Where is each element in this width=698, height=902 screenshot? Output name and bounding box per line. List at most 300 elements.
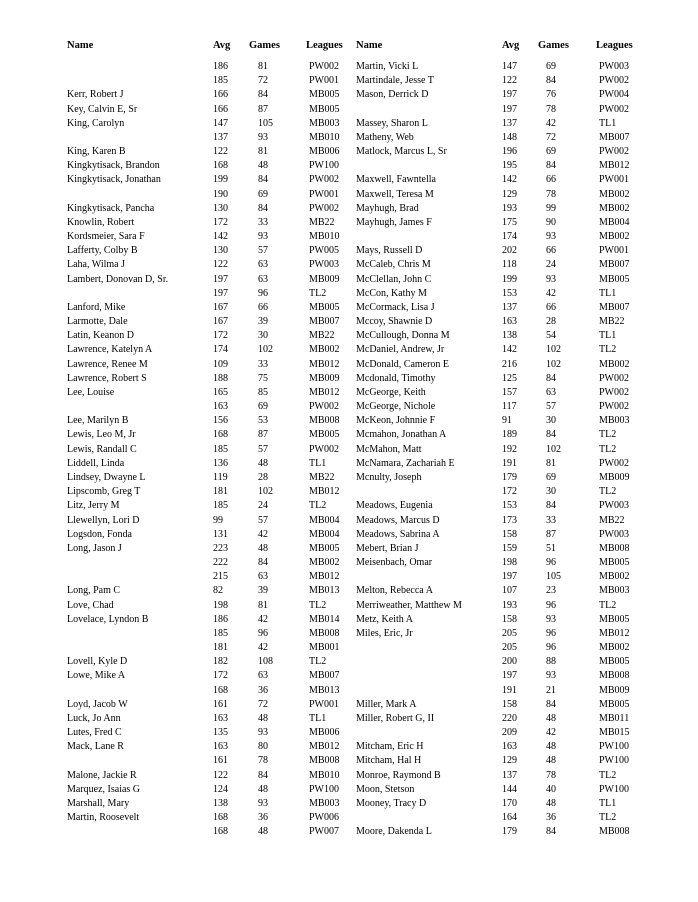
- name-cell-left: Kingkytisack, Brandon: [67, 160, 160, 172]
- league-cell-right: PW004: [599, 89, 629, 101]
- name-cell-left: Lipscomb, Greg T: [67, 486, 141, 498]
- league-cell-right: MB005: [599, 273, 630, 285]
- name-cell-left: Lanford, Mike: [67, 301, 126, 313]
- avg-cell-right: 125: [502, 372, 517, 384]
- avg-cell-left: 136: [213, 457, 228, 469]
- header-games-left: Games: [249, 40, 280, 51]
- avg-cell-right: 197: [502, 89, 517, 101]
- avg-cell-right: 196: [502, 146, 517, 158]
- avg-cell-left: 185: [213, 627, 228, 639]
- league-cell-left: PW002: [309, 174, 339, 186]
- league-cell-right: PW001: [599, 245, 629, 257]
- games-cell-right: 76: [546, 89, 556, 101]
- table-row: [0, 372, 698, 386]
- league-cell-right: MB005: [599, 656, 630, 668]
- league-cell-right: MB012: [599, 627, 630, 639]
- avg-cell-right: 193: [502, 599, 517, 611]
- games-cell-right: 23: [546, 585, 556, 597]
- games-cell-left: 96: [258, 287, 268, 299]
- name-cell-left: Luck, Jo Ann: [67, 712, 121, 724]
- avg-cell-right: 200: [502, 656, 517, 668]
- name-cell-right: Massey, Sharon L: [356, 117, 428, 129]
- avg-cell-right: 189: [502, 429, 517, 441]
- league-cell-left: MB005: [309, 542, 340, 554]
- name-cell-left: Love, Chad: [67, 599, 114, 611]
- name-cell-right: Metz, Keith A: [356, 613, 413, 625]
- league-cell-right: MB002: [599, 231, 630, 243]
- league-cell-right: PW002: [599, 401, 629, 413]
- table-row: [0, 740, 698, 754]
- avg-cell-left: 168: [213, 160, 228, 172]
- league-cell-left: MB007: [309, 670, 340, 682]
- games-cell-left: 36: [258, 684, 268, 696]
- name-cell-right: Matlock, Marcus L, Sr: [356, 146, 447, 158]
- table-row: [0, 216, 698, 230]
- league-cell-left: TL2: [309, 656, 327, 668]
- name-cell-right: Miller, Robert G, II: [356, 712, 435, 724]
- avg-cell-left: 223: [213, 542, 228, 554]
- name-cell-right: Mayhugh, Brad: [356, 202, 419, 214]
- avg-cell-right: 117: [502, 401, 517, 413]
- table-row: [0, 159, 698, 173]
- avg-cell-left: 172: [213, 216, 228, 228]
- name-cell-left: Mack, Lane R: [67, 741, 124, 753]
- games-cell-right: 93: [546, 273, 556, 285]
- games-cell-right: 28: [546, 316, 556, 328]
- league-cell-right: PW002: [599, 75, 629, 87]
- name-cell-right: Mebert, Brian J: [356, 542, 419, 554]
- games-cell-left: 87: [258, 429, 268, 441]
- games-cell-left: 42: [258, 613, 268, 625]
- games-cell-right: 36: [546, 812, 556, 824]
- name-cell-right: McCullough, Donna M: [356, 330, 450, 342]
- name-cell-left: Liddell, Linda: [67, 457, 125, 469]
- league-cell-right: TL1: [599, 330, 617, 342]
- name-cell-right: Mooney, Tracy D: [356, 797, 427, 809]
- avg-cell-left: 168: [213, 812, 228, 824]
- avg-cell-right: 198: [502, 557, 517, 569]
- avg-cell-right: 147: [502, 61, 517, 72]
- league-cell-right: PW002: [599, 386, 629, 398]
- avg-cell-left: 131: [213, 528, 228, 540]
- games-cell-right: 69: [546, 471, 556, 483]
- table-row: [0, 485, 698, 499]
- avg-cell-right: 209: [502, 727, 517, 739]
- header-games-right: Games: [538, 40, 569, 51]
- league-cell-left: MB006: [309, 146, 340, 158]
- league-cell-right: MB003: [599, 415, 630, 427]
- avg-cell-left: 166: [213, 89, 228, 101]
- avg-cell-right: 192: [502, 443, 517, 455]
- avg-cell-left: 198: [213, 599, 228, 611]
- name-cell-left: Larmotte, Dale: [67, 316, 128, 328]
- table-row: [0, 88, 698, 102]
- avg-cell-left: 172: [213, 330, 228, 342]
- games-cell-right: 105: [546, 571, 561, 583]
- avg-cell-left: 167: [213, 301, 228, 313]
- league-cell-right: TL2: [599, 486, 617, 498]
- league-cell-left: PW100: [309, 783, 339, 795]
- games-cell-right: 96: [546, 557, 556, 569]
- games-cell-right: 90: [546, 216, 556, 228]
- games-cell-left: 48: [258, 542, 268, 554]
- games-cell-right: 69: [546, 146, 556, 158]
- name-cell-left: Laha, Wilma J: [67, 259, 126, 271]
- league-cell-left: MB005: [309, 89, 340, 101]
- table-row: [0, 301, 698, 315]
- games-cell-right: 69: [546, 61, 556, 72]
- league-cell-left: MB007: [309, 316, 340, 328]
- games-cell-right: 84: [546, 372, 556, 384]
- table-row: [0, 613, 698, 627]
- games-cell-right: 42: [546, 287, 556, 299]
- avg-cell-right: 137: [502, 301, 517, 313]
- games-cell-left: 69: [258, 401, 268, 413]
- name-cell-left: Latin, Keanon D: [67, 330, 134, 342]
- games-cell-left: 72: [258, 75, 268, 87]
- games-cell-left: 84: [258, 769, 268, 781]
- games-cell-left: 93: [258, 131, 268, 143]
- avg-cell-left: 163: [213, 401, 228, 413]
- league-cell-left: MB003: [309, 797, 340, 809]
- avg-cell-left: 168: [213, 684, 228, 696]
- games-cell-left: 84: [258, 202, 268, 214]
- header-leagues-left: Leagues: [306, 40, 343, 51]
- avg-cell-right: 170: [502, 797, 517, 809]
- league-cell-left: MB013: [309, 684, 340, 696]
- avg-cell-right: 197: [502, 571, 517, 583]
- games-cell-right: 84: [546, 75, 556, 87]
- avg-cell-left: 142: [213, 231, 228, 243]
- avg-cell-right: 179: [502, 826, 517, 838]
- table-row: [0, 584, 698, 598]
- table-row: [0, 188, 698, 202]
- name-cell-right: Moore, Dakenda L: [356, 826, 432, 838]
- games-cell-left: 72: [258, 698, 268, 710]
- league-cell-left: MB22: [309, 471, 335, 483]
- avg-cell-left: 168: [213, 826, 228, 838]
- games-cell-left: 39: [258, 316, 268, 328]
- league-cell-right: PW003: [599, 528, 629, 540]
- name-cell-left: Lovelace, Lyndon B: [67, 613, 149, 625]
- name-cell-left: Lambert, Donovan D, Sr.: [67, 273, 169, 285]
- league-cell-left: MB005: [309, 429, 340, 441]
- league-cell-left: PW001: [309, 698, 339, 710]
- name-cell-right: Maxwell, Teresa M: [356, 188, 434, 200]
- table-row: [0, 570, 698, 584]
- games-cell-left: 57: [258, 443, 268, 455]
- name-cell-right: Maxwell, Fawntella: [356, 174, 436, 186]
- table-row: [0, 145, 698, 159]
- avg-cell-right: 191: [502, 684, 517, 696]
- avg-cell-left: 181: [213, 642, 228, 654]
- league-cell-left: PW003: [309, 259, 339, 271]
- league-cell-right: TL2: [599, 769, 617, 781]
- name-cell-right: Monroe, Raymond B: [356, 769, 441, 781]
- games-cell-right: 48: [546, 755, 556, 767]
- league-cell-left: MB003: [309, 117, 340, 129]
- games-cell-right: 87: [546, 528, 556, 540]
- league-cell-right: MB004: [599, 216, 630, 228]
- league-cell-left: MB009: [309, 273, 340, 285]
- name-cell-left: Kordsmeier, Sara F: [67, 231, 145, 243]
- games-cell-right: 78: [546, 188, 556, 200]
- name-cell-right: McCormack, Lisa J: [356, 301, 435, 313]
- name-cell-left: Knowlin, Robert: [67, 216, 135, 228]
- avg-cell-left: 185: [213, 443, 228, 455]
- league-cell-right: PW003: [599, 61, 629, 72]
- league-cell-right: MB002: [599, 571, 630, 583]
- league-cell-left: MB014: [309, 613, 340, 625]
- avg-cell-right: 159: [502, 542, 517, 554]
- league-cell-right: MB003: [599, 585, 630, 597]
- games-cell-right: 93: [546, 670, 556, 682]
- games-cell-right: 21: [546, 684, 556, 696]
- name-cell-right: Mcmahon, Jonathan A: [356, 429, 447, 441]
- avg-cell-left: 182: [213, 656, 228, 668]
- games-cell-right: 78: [546, 103, 556, 115]
- games-cell-right: 78: [546, 769, 556, 781]
- league-cell-right: PW003: [599, 500, 629, 512]
- avg-cell-left: 161: [213, 755, 228, 767]
- avg-cell-right: 142: [502, 344, 517, 356]
- name-cell-right: Melton, Rebecca A: [356, 585, 433, 597]
- games-cell-right: 24: [546, 259, 556, 271]
- table-row: [0, 698, 698, 712]
- avg-cell-right: 202: [502, 245, 517, 257]
- league-cell-left: PW007: [309, 826, 339, 838]
- league-cell-right: MB007: [599, 259, 630, 271]
- league-cell-right: TL2: [599, 344, 617, 356]
- table-row: [0, 131, 698, 145]
- table-row: [0, 173, 698, 187]
- league-cell-left: PW002: [309, 401, 339, 413]
- league-cell-right: MB008: [599, 826, 630, 838]
- league-cell-right: TL2: [599, 599, 617, 611]
- games-cell-right: 84: [546, 826, 556, 838]
- games-cell-left: 108: [258, 656, 273, 668]
- name-cell-right: Meadows, Sabrina A: [356, 528, 440, 540]
- league-cell-right: MB008: [599, 542, 630, 554]
- league-cell-right: TL1: [599, 117, 617, 129]
- table-row: [0, 641, 698, 655]
- league-cell-right: MB22: [599, 514, 625, 526]
- avg-cell-left: 124: [213, 783, 228, 795]
- avg-cell-right: 122: [502, 75, 517, 87]
- header-name-right: Name: [356, 40, 383, 51]
- league-cell-right: PW100: [599, 783, 629, 795]
- league-cell-right: MB009: [599, 471, 630, 483]
- name-cell-left: Malone, Jackie R: [67, 769, 137, 781]
- name-cell-left: Lewis, Randall C: [67, 443, 137, 455]
- games-cell-right: 66: [546, 301, 556, 313]
- avg-cell-right: 118: [502, 259, 517, 271]
- avg-cell-left: 109: [213, 358, 228, 370]
- avg-cell-right: 199: [502, 273, 517, 285]
- league-cell-left: PW001: [309, 75, 339, 87]
- name-cell-left: Kingkytisack, Pancha: [67, 202, 155, 214]
- league-cell-left: TL1: [309, 457, 327, 469]
- avg-cell-right: 205: [502, 627, 517, 639]
- table-row: [0, 103, 698, 117]
- league-cell-left: MB012: [309, 486, 340, 498]
- games-cell-left: 93: [258, 797, 268, 809]
- league-cell-right: MB002: [599, 358, 630, 370]
- table-row: [0, 443, 698, 457]
- table-row: [0, 627, 698, 641]
- games-cell-right: 57: [546, 401, 556, 413]
- league-cell-left: MB013: [309, 585, 340, 597]
- header-leagues-right: Leagues: [596, 40, 633, 51]
- league-cell-left: MB012: [309, 358, 340, 370]
- avg-cell-right: 138: [502, 330, 517, 342]
- name-cell-right: Miles, Eric, Jr: [356, 627, 413, 639]
- league-cell-right: MB012: [599, 160, 630, 172]
- league-cell-left: MB002: [309, 344, 340, 356]
- name-cell-left: Litz, Jerry M: [67, 500, 120, 512]
- table-row: [0, 117, 698, 131]
- games-cell-right: 33: [546, 514, 556, 526]
- avg-cell-right: 157: [502, 386, 517, 398]
- avg-cell-left: 82: [213, 585, 223, 597]
- league-cell-left: MB009: [309, 372, 340, 384]
- games-cell-right: 42: [546, 117, 556, 129]
- avg-cell-right: 153: [502, 500, 517, 512]
- table-row: [0, 684, 698, 698]
- avg-cell-right: 148: [502, 131, 517, 143]
- name-cell-left: Lewis, Leo M, Jr: [67, 429, 136, 441]
- league-cell-left: MB005: [309, 103, 340, 115]
- league-cell-left: PW006: [309, 812, 339, 824]
- avg-cell-left: 163: [213, 741, 228, 753]
- avg-cell-right: 175: [502, 216, 517, 228]
- league-cell-left: MB004: [309, 528, 340, 540]
- games-cell-right: 84: [546, 160, 556, 172]
- name-cell-left: Lindsey, Dwayne L: [67, 471, 146, 483]
- table-row: [0, 273, 698, 287]
- avg-cell-left: 156: [213, 415, 228, 427]
- table-row: [0, 514, 698, 528]
- league-cell-right: MB002: [599, 642, 630, 654]
- avg-cell-left: 130: [213, 202, 228, 214]
- avg-cell-right: 172: [502, 486, 517, 498]
- table-row: [0, 60, 698, 74]
- avg-cell-left: 135: [213, 727, 228, 739]
- games-cell-left: 81: [258, 599, 268, 611]
- games-cell-left: 48: [258, 712, 268, 724]
- league-cell-right: PW001: [599, 174, 629, 186]
- games-cell-left: 63: [258, 670, 268, 682]
- avg-cell-left: 167: [213, 316, 228, 328]
- avg-cell-right: 158: [502, 698, 517, 710]
- games-cell-left: 57: [258, 245, 268, 257]
- table-row: [0, 769, 698, 783]
- name-cell-left: Lee, Louise: [67, 386, 115, 398]
- games-cell-left: 28: [258, 471, 268, 483]
- table-row: [0, 457, 698, 471]
- games-cell-left: 48: [258, 457, 268, 469]
- name-cell-right: Martindale, Jesse T: [356, 75, 434, 87]
- league-cell-left: MB012: [309, 571, 340, 583]
- league-cell-right: MB007: [599, 301, 630, 313]
- name-cell-right: Mcnulty, Joseph: [356, 471, 422, 483]
- table-row: [0, 754, 698, 768]
- avg-cell-right: 163: [502, 316, 517, 328]
- name-cell-right: Miller, Mark A: [356, 698, 417, 710]
- league-cell-left: PW005: [309, 245, 339, 257]
- league-cell-right: MB22: [599, 316, 625, 328]
- bowler-table: [0, 60, 698, 839]
- name-cell-right: McCaleb, Chris M: [356, 259, 431, 271]
- games-cell-right: 88: [546, 656, 556, 668]
- name-cell-left: Logsdon, Fonda: [67, 528, 132, 540]
- name-cell-right: Matheny, Web: [356, 131, 414, 143]
- table-row: [0, 358, 698, 372]
- games-cell-right: 51: [546, 542, 556, 554]
- table-row: [0, 230, 698, 244]
- table-row: [0, 655, 698, 669]
- league-cell-right: TL1: [599, 287, 617, 299]
- name-cell-right: Merriweather, Matthew M: [356, 599, 462, 611]
- league-cell-right: MB008: [599, 670, 630, 682]
- name-cell-left: Lovell, Kyle D: [67, 656, 128, 668]
- name-cell-right: Meadows, Marcus D: [356, 514, 440, 526]
- league-cell-right: PW002: [599, 372, 629, 384]
- games-cell-right: 96: [546, 599, 556, 611]
- games-cell-left: 69: [258, 188, 268, 200]
- games-cell-right: 48: [546, 712, 556, 724]
- avg-cell-right: 142: [502, 174, 517, 186]
- avg-cell-right: 137: [502, 769, 517, 781]
- avg-cell-right: 173: [502, 514, 517, 526]
- avg-cell-right: 129: [502, 755, 517, 767]
- table-row: [0, 386, 698, 400]
- league-cell-left: PW002: [309, 443, 339, 455]
- games-cell-left: 66: [258, 301, 268, 313]
- table-row: [0, 428, 698, 442]
- avg-cell-left: 172: [213, 670, 228, 682]
- league-cell-left: MB005: [309, 301, 340, 313]
- avg-cell-left: 130: [213, 245, 228, 257]
- name-cell-left: Long, Jason J: [67, 542, 122, 554]
- league-cell-right: MB007: [599, 131, 630, 143]
- name-cell-left: King, Carolyn: [67, 117, 125, 129]
- games-cell-left: 102: [258, 344, 273, 356]
- avg-cell-right: 179: [502, 471, 517, 483]
- table-row: [0, 825, 698, 839]
- avg-cell-left: 188: [213, 372, 228, 384]
- avg-cell-left: 165: [213, 386, 228, 398]
- header-avg-right: Avg: [502, 40, 520, 51]
- avg-cell-left: 190: [213, 188, 228, 200]
- games-cell-right: 93: [546, 613, 556, 625]
- games-cell-left: 84: [258, 557, 268, 569]
- games-cell-left: 84: [258, 89, 268, 101]
- league-cell-right: PW002: [599, 146, 629, 158]
- name-cell-left: Lowe, Mike A: [67, 670, 126, 682]
- table-row: [0, 783, 698, 797]
- table-row: [0, 414, 698, 428]
- games-cell-left: 53: [258, 415, 268, 427]
- header-name-left: Name: [67, 40, 94, 51]
- games-cell-right: 66: [546, 174, 556, 186]
- games-cell-left: 93: [258, 727, 268, 739]
- name-cell-left: Key, Calvin E, Sr: [67, 103, 138, 115]
- avg-cell-right: 144: [502, 783, 517, 795]
- games-cell-right: 102: [546, 344, 561, 356]
- avg-cell-left: 181: [213, 486, 228, 498]
- league-cell-left: MB010: [309, 131, 340, 143]
